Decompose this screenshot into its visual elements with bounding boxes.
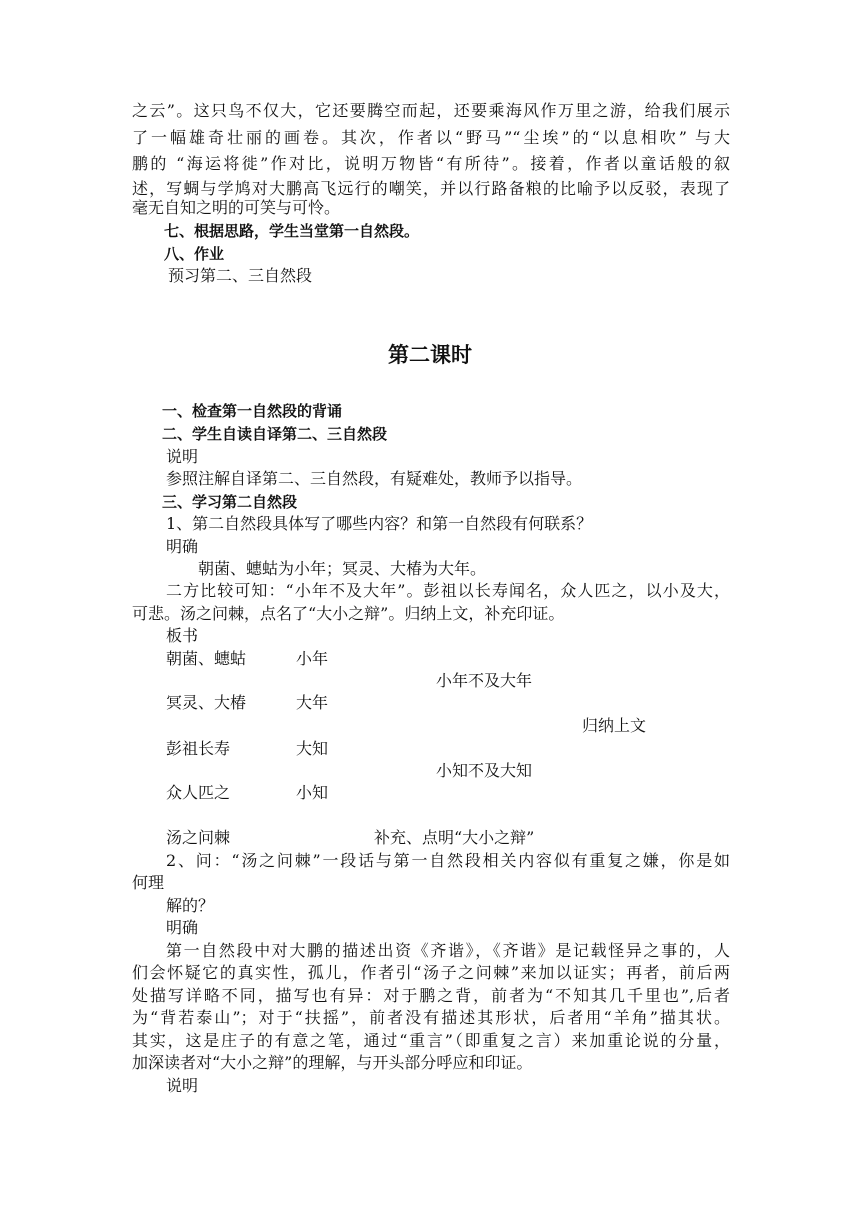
- answer-text: 二方比较可知：“小年不及大年”。彭祖以长寿闻名，众人匹之，以小及大，: [166, 581, 730, 600]
- paragraph-line: 了一幅雄奇壮丽的画卷。其次，作者以“野马”“尘埃”的“以息相吹” 与大: [132, 128, 730, 147]
- section-heading: 二、学生自读自译第二、三自然段: [162, 425, 388, 443]
- board-item: 小知: [296, 783, 329, 802]
- answer-text: 可悲。汤之问棘，点名了“大小之辩”。归纳上文，补充印证。: [132, 604, 565, 623]
- question-text: 2、问：“汤之问棘”一段话与第一自然段相关内容似有重复之嫌，你是如: [166, 851, 730, 870]
- section-heading: 一、检查第一自然段的背诵: [162, 402, 343, 420]
- board-item: 朝菌、蟪蛄: [166, 649, 247, 668]
- answer-text: 第一自然段中对大鹏的描述出资《齐谐》，《齐谐》是记载怪异之事的，人: [166, 941, 730, 960]
- answer-text: 们会怀疑它的真实性，孤儿，作者引“汤子之问棘”来加以证实；再者，前后两: [132, 963, 730, 982]
- paragraph-line: 述，写蜩与学鸠对大鹏高飞远行的嘲笑，并以行路备粮的比喻予以反驳，表现了: [132, 179, 730, 198]
- section-heading: 三、学习第二自然段: [162, 493, 298, 511]
- board-label: 板书: [166, 626, 199, 645]
- answer-text: 其实，这是庄子的有意之笔，通过“重言”（即重复之言）来加重论说的分量，: [132, 1031, 730, 1050]
- step-heading: 七、根据思路，学生当堂第一自然段。: [164, 222, 420, 240]
- answer-text: 处描写详略不同，描写也有异：对于鹏之背，前者为“不知其几千里也”,后者: [132, 986, 730, 1005]
- answer-text: 为“背若泰山”；对于“扶摇”，前者没有描述其形状，后者用“羊角”描其状。: [132, 1008, 730, 1027]
- note-label: 说明: [166, 447, 199, 466]
- paragraph-line: 毫无自知之明的可笑与可怜。: [132, 198, 341, 217]
- answer-label: 明确: [166, 537, 199, 556]
- board-item: 彭祖长寿: [166, 739, 231, 758]
- answer-label: 明确: [166, 918, 199, 937]
- board-item: 补充、点明“大小之辩”: [374, 828, 535, 847]
- board-item: 大年: [296, 693, 329, 712]
- board-item: 小年不及大年: [436, 671, 533, 690]
- lesson-title: 第二课时: [388, 343, 472, 367]
- board-item: 归纳上文: [582, 716, 647, 735]
- question-text: 解的？: [166, 896, 215, 915]
- homework-text: 预习第二、三自然段: [168, 266, 313, 285]
- note-text: 参照注解自译第二、三自然段，有疑难处，教师予以指导。: [166, 469, 583, 488]
- answer-text: 朝菌、蟪蛄为小年；冥灵、大椿为大年。: [198, 559, 487, 578]
- step-heading: 八、作业: [164, 245, 225, 263]
- board-item: 小知不及大知: [436, 761, 533, 780]
- board-item: 大知: [296, 739, 329, 758]
- question-text: 何理: [132, 873, 165, 892]
- paragraph-line: 鹏的 “海运将徙”作对比，说明万物皆“有所待”。接着，作者以童话般的叙: [132, 154, 730, 173]
- answer-text: 加深读者对“大小之辩”的理解，与开头部分呼应和印证。: [132, 1053, 533, 1072]
- board-item: 众人匹之: [166, 783, 231, 802]
- board-item: 冥灵、大椿: [166, 693, 247, 712]
- question-text: 1、第二自然段具体写了哪些内容？和第一自然段有何联系？: [166, 514, 593, 533]
- paragraph-line: 之云”。这只鸟不仅大，它还要腾空而起，还要乘海风作万里之游，给我们展示: [132, 101, 730, 120]
- note-label: 说明: [166, 1076, 199, 1095]
- board-item: 汤之问棘: [166, 828, 231, 847]
- board-item: 小年: [296, 649, 329, 668]
